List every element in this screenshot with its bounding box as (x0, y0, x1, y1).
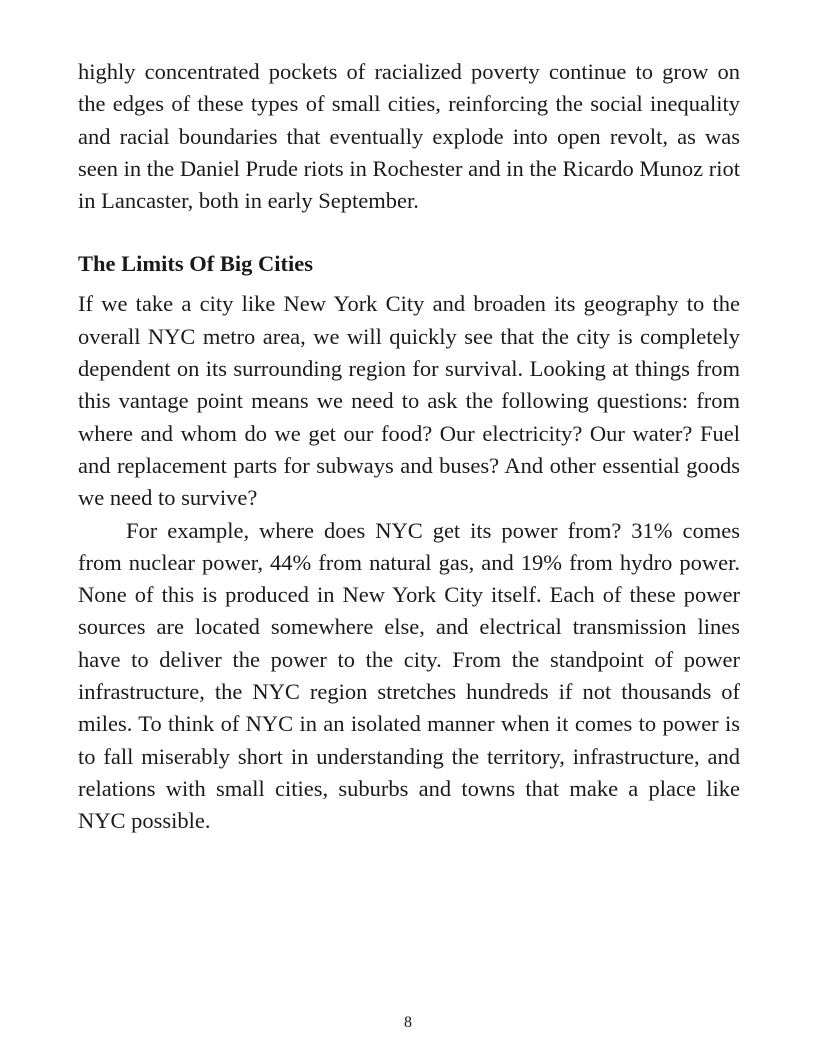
page-number: 8 (404, 1014, 412, 1031)
spacer (78, 280, 740, 288)
paragraph-nyc-dependence: If we take a city like New York City and broaden its geography to the overall NYC metro area, we will quickly see that the city is completely dependent on its surrounding region for survival. Looking at things from this vantage point means we need to ask the following questions: from where and whom do we get our food? Our electricity? Our water? Fuel and replacement parts for subways and buses? And other essential goods we need to survive? (78, 291, 740, 511)
paragraph-intro-continuation: highly concentrated pockets of racialized poverty continue to grow on the edges of these types of small cities, reinforcing the social inequality and racial boundaries that eventually explode into open revolt, as was seen in the Daniel Prude riots in Rochester and in the Ricardo Munoz riot in Lancaster, both in early September. (78, 59, 740, 214)
page-body (78, 56, 740, 838)
paragraph-nyc-power: For example, where does NYC get its power from? 31% comes from nuclear power, 44% from natural gas, and 19% from hydro power. None of this is produced in New York City itself. Each of these power sources are located somewhere else, and electrical transmission lines have to deliver the power to the city. From the standpoint of power infrastructure, the NYC region stretches hundreds if not thousands of miles. To think of NYC in an isolated manner when it comes to power is to fall miserably short in understanding the territory, infrastructure, and relations with small cities, suburbs and towns that make a place like NYC possible. (78, 517, 740, 834)
spacer (78, 217, 740, 248)
section-heading: The Limits Of Big Cities (78, 251, 313, 277)
